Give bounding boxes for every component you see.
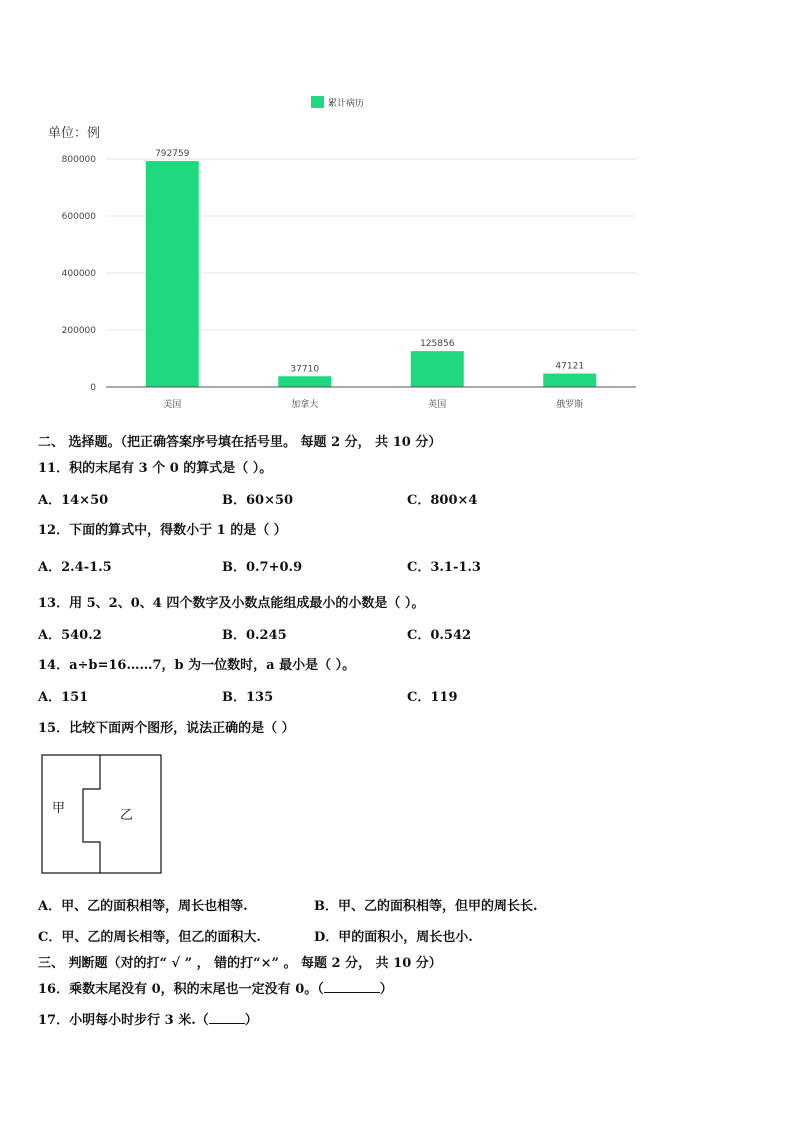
q11-option-c[interactable]: C．800×4 bbox=[407, 493, 478, 508]
x-tick-label: 英国 bbox=[428, 400, 447, 410]
bar bbox=[411, 351, 464, 387]
legend-label: 累计病历 bbox=[328, 99, 365, 109]
x-axis-ticks bbox=[163, 398, 583, 410]
q13-option-c[interactable]: C．0.542 bbox=[407, 628, 472, 643]
x-tick-label: 俄罗斯 bbox=[556, 400, 584, 410]
shape-figure bbox=[41, 754, 165, 876]
q12-option-a[interactable]: A．2.4-1.5 bbox=[38, 560, 112, 575]
question-17-end: ） bbox=[244, 1013, 258, 1028]
chart-legend bbox=[311, 96, 364, 109]
q11-option-a[interactable]: A．14×50 bbox=[38, 493, 109, 508]
y-tick-label: 600000 bbox=[61, 212, 96, 222]
q16-answer-blank[interactable] bbox=[324, 980, 380, 993]
bar-data-label: 37710 bbox=[290, 364, 320, 375]
q12-option-c[interactable]: C．3.1-1.3 bbox=[407, 560, 481, 575]
q15-option-c[interactable]: C．甲、乙的周长相等，但乙的面积大. bbox=[38, 930, 261, 945]
question-16-text: 16．乘数末尾没有 0，积的末尾也一定没有 0。（ bbox=[38, 982, 324, 997]
x-tick-label: 加拿大 bbox=[291, 400, 319, 410]
figure-label-jia: 甲 bbox=[52, 801, 66, 816]
x-tick-label: 美国 bbox=[163, 400, 182, 410]
y-axis-ticks bbox=[62, 155, 97, 393]
bar bbox=[146, 161, 199, 387]
q14-option-c[interactable]: C．119 bbox=[407, 690, 458, 705]
section-two-title: 二、 选择题。（把正确答案序号填在括号里。 每题 2 分， 共 10 分） bbox=[38, 435, 442, 450]
question-17-text: 17．小明每小时步行 3 米.（ bbox=[38, 1013, 209, 1028]
question-17 bbox=[38, 1009, 258, 1028]
section-three-title: 三、 判断题（对的打“ √ ” ， 错的打“×” 。 每题 2 分， 共 10 分） bbox=[38, 956, 442, 971]
question-16-end: ） bbox=[379, 982, 393, 997]
bar-data-label: 125856 bbox=[420, 339, 455, 350]
q11-option-b[interactable]: B．60×50 bbox=[222, 493, 294, 508]
q15-option-d[interactable]: D．甲的面积小，周长也小. bbox=[314, 930, 473, 945]
bar-chart bbox=[0, 0, 794, 420]
y-tick-label: 800000 bbox=[61, 155, 96, 165]
question-13: 13．用 5、2、0、4 四个数字及小数点能组成最小的小数是（ ）。 bbox=[38, 596, 425, 611]
q14-option-a[interactable]: A．151 bbox=[38, 690, 89, 705]
y-axis-label: 单位：例 bbox=[48, 126, 101, 141]
question-15: 15．比较下面两个图形，说法正确的是（ ） bbox=[38, 721, 295, 736]
q15-option-b[interactable]: B．甲、乙的面积相等，但甲的周长长. bbox=[314, 899, 538, 914]
q17-answer-blank[interactable] bbox=[209, 1011, 245, 1024]
q15-option-a[interactable]: A．甲、乙的面积相等，周长也相等. bbox=[38, 899, 248, 914]
question-11: 11．积的末尾有 3 个 0 的算式是（ ）。 bbox=[38, 461, 273, 476]
figure-dividing-line bbox=[83, 755, 100, 873]
chart-bars bbox=[146, 149, 597, 387]
q14-option-b[interactable]: B．135 bbox=[222, 690, 274, 705]
legend-swatch bbox=[311, 96, 324, 108]
q13-option-a[interactable]: A．540.2 bbox=[38, 628, 102, 643]
question-14: 14．a÷b=16……7，b 为一位数时，a 最小是（ ）。 bbox=[38, 658, 356, 673]
bar bbox=[278, 376, 331, 387]
figure-label-yi: 乙 bbox=[120, 808, 134, 823]
bar-data-label: 47121 bbox=[555, 361, 585, 372]
bar bbox=[543, 374, 596, 387]
question-12: 12．下面的算式中，得数小于 1 的是（ ） bbox=[38, 523, 287, 538]
bar-data-label: 792759 bbox=[155, 149, 190, 160]
y-tick-label: 400000 bbox=[61, 269, 96, 279]
q12-option-b[interactable]: B．0.7+0.9 bbox=[222, 560, 303, 575]
q13-option-b[interactable]: B．0.245 bbox=[222, 628, 287, 643]
y-tick-label: 0 bbox=[90, 383, 96, 393]
question-16 bbox=[38, 978, 393, 997]
y-tick-label: 200000 bbox=[61, 326, 96, 336]
